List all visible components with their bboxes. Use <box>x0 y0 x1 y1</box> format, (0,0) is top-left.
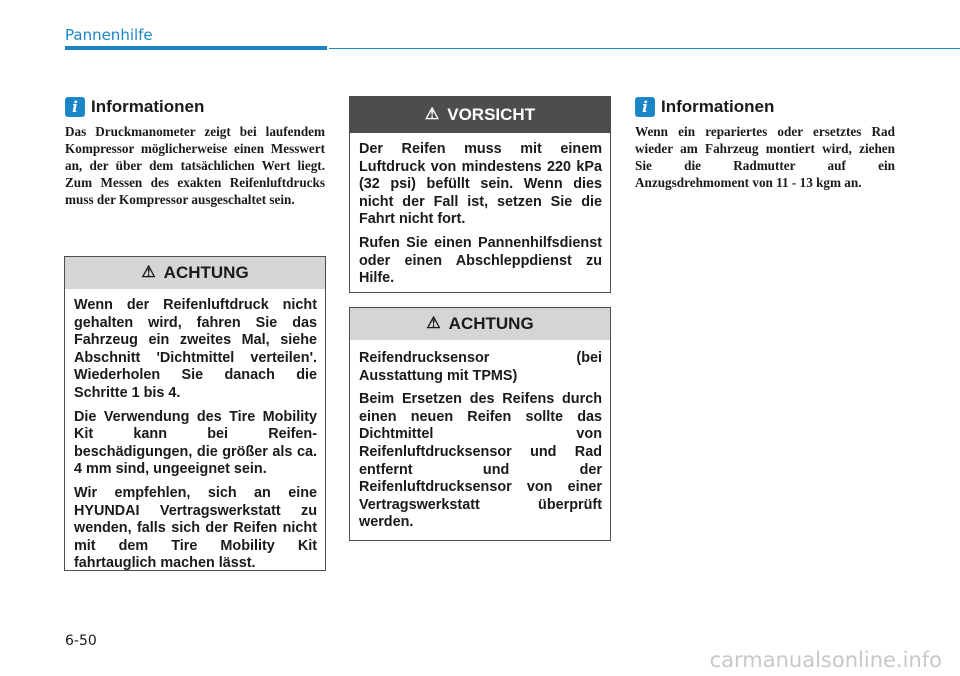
info-text-1: Das Druckmanometer zeigt bei laufendem Kompressor möglicherweise einen Messwert an, der über dem tatsächlichen Wert liegt. Zum Messen des exakten Reifenluftdrucks muss der Kompressor ausgeschaltet sein. <box>65 124 325 208</box>
warning-paragraph: Beim Ersetzen des Reifens durch einen neuen Reifen sollte das Dichtmittel von Reifenluftdrucksensor und Rad entfernt und der Reifenluftdrucksensor von einer Vertragswerkstatt überprüft werden. <box>359 391 602 531</box>
caution-paragraph: Rufen Sie einen Pannenhilfsdienst oder einen Abschleppdienst zu Hilfe. <box>359 234 602 287</box>
warning-box-1 <box>64 256 326 571</box>
caution-paragraph: Der Reifen muss mit einem Luftdruck von mindestens 220 kPa (32 psi) befüllt sein. Wenn dies nicht der Fall ist, setzen Sie die Fahrt nicht fort. <box>359 141 602 228</box>
warning-paragraph: Die Verwendung des Tire Mobility Kit kann bei Reifen-beschädigungen, die größer als ca. 4 mm sind, ungeeignet sein. <box>74 408 317 478</box>
info-icon: i <box>635 97 655 117</box>
warning-title: ACHTUNG <box>163 263 249 282</box>
header-rule-thick <box>65 46 327 50</box>
section-title: Pannenhilfe <box>65 26 153 44</box>
info-title: Informationen <box>661 97 775 116</box>
warning-triangle-icon: ⚠ <box>426 315 441 332</box>
warning-paragraph: Wir empfehlen, sich an eine HYUNDAI Vertragswerkstatt zu wenden, falls sich der Reifen nicht mit dem Tire Mobility Kit fahrtauglich machen lässt. <box>74 484 317 572</box>
caution-title: VORSICHT <box>447 105 536 124</box>
warning-paragraph: Reifendrucksensor (bei Ausstattung mit TPMS) <box>359 350 602 384</box>
caution-box <box>349 96 611 293</box>
info-title: Informationen <box>91 97 205 116</box>
caution-header <box>350 97 610 133</box>
info-heading-1 <box>65 97 204 117</box>
warning-header <box>65 257 325 289</box>
header-rule-thin <box>329 48 960 49</box>
info-text-2: Wenn ein repariertes oder ersetztes Rad wieder am Fahrzeug montiert wird, ziehen Sie die Radmutter auf ein Anzugsdrehmoment von 11 - 13 kgm an. <box>635 124 895 191</box>
warning-paragraph: Wenn der Reifenluftdruck nicht gehalten wird, fahren Sie das Fahrzeug ein zweites Mal, siehe Abschnitt 'Dichtmittel verteilen'. Wiederholen Sie danach die Schritte 1 bis 4. <box>74 297 317 401</box>
warning-box-2 <box>349 307 611 541</box>
warning-header <box>350 308 610 340</box>
info-heading-2 <box>635 97 774 117</box>
page-number: 6-50 <box>65 633 97 649</box>
info-icon: i <box>65 97 85 117</box>
caution-triangle-icon: ⚠ <box>424 106 440 123</box>
warning-triangle-icon: ⚠ <box>141 264 156 281</box>
warning-title: ACHTUNG <box>448 314 534 333</box>
watermark: carmanualsonline.info <box>709 648 942 672</box>
